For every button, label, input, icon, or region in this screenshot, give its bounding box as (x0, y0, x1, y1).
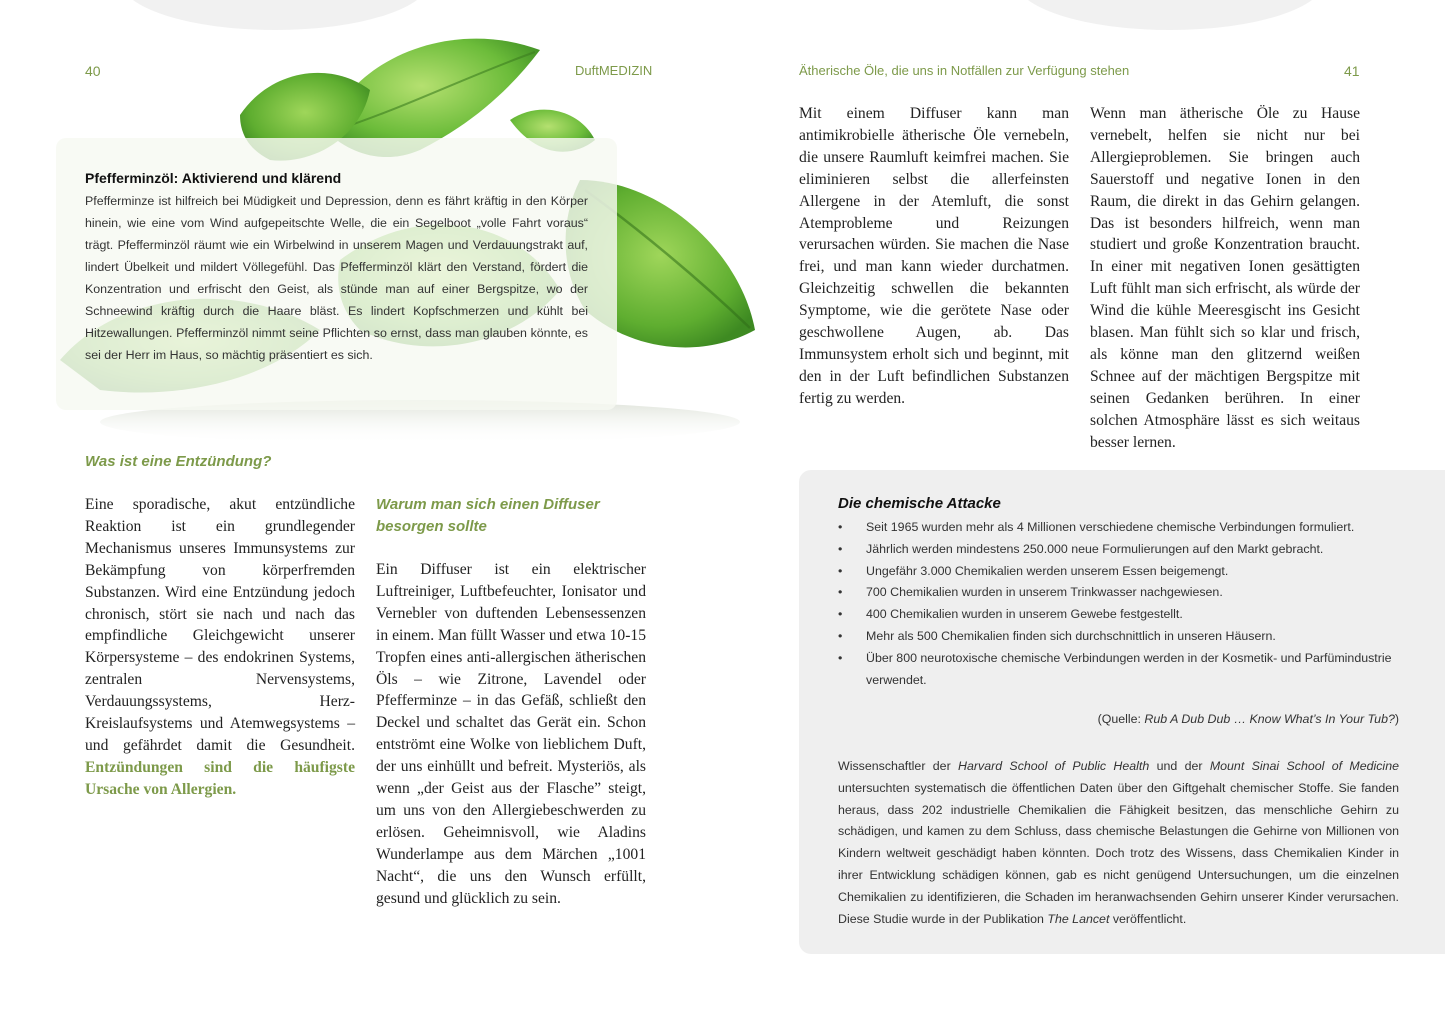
right-running-title: Ätherische Öle, die uns in Notfällen zur Verfügung stehen (799, 63, 1130, 78)
list-item: • Seit 1965 wurden mehr als 4 Millionen verschiedene chemische Verbindungen formuliert. (838, 517, 1398, 539)
bullet-icon: • (838, 541, 843, 556)
sinai-name: Mount Sinai School of Medicine (1209, 759, 1399, 773)
source-citation: (Quelle: Rub A Dub Dub … Know What’s In Your Tub?) (1097, 712, 1399, 726)
mint-box-text: Pfefferminze ist hilfreich bei Müdigkeit und Depression, denn es fährt kräftig in den Körper hinein, wie eine vom Wind aufgepeitschte Welle, die ein Segelboot „volle Fahrt voraus“ trägt. Pfefferminzöl räumt wie ein Wirbelwind in unserem Magen und Verdauungstrakt auf, lindert Übelkeit und mildert Völlegefühl. Das Pfefferminzöl klärt den Verstand, fördert die Konzentration und erfrischt den Geist, als stünde man auf einer Bergspitze, wo der Schneewind kräftig durch die Haare bläst. Es lindert Kopfschmerzen und kühlt bei Hitzewallungen. Pfefferminzöl nimmt seine Pflichten so ernst, dass man glauben könnte, es sei der Herr im Haus, so mächtig präsentiert es sich. (85, 194, 588, 362)
right-page-number: 41 (1344, 63, 1360, 79)
right-column-1-text: Mit einem Diffuser kann man antimikrobielle ätherische Öle vernebeln, die unsere Raumluft keimfrei machen. Sie eliminieren selbst die allerfeinsten Allergene in der Atemluft, die sonst Atemprobleme und Reizungen verursachen würden. Sie machen die Nase frei, und man kann wieder durchatmen. Gleichzeitig schwellen die bekannten Symptome, wie die gerötete Nase oder geschwollene Augen, ab. Das Immunsystem erholt sich und beginnt, mit den in der Luft befindlichen Substanzen fertig zu werden. (799, 105, 1069, 407)
left-running-title: DuftMEDIZIN (575, 63, 653, 78)
list-item: • Jährlich werden mindestens 250.000 neue Formulierungen auf den Markt gebracht. (838, 539, 1398, 561)
list-item: • 700 Chemikalien wurden in unserem Trinkwasser nachgewiesen. (838, 582, 1398, 604)
inflammation-highlight: Entzündungen sind die häufigste Ursache von Allergien. (85, 758, 355, 798)
bullet-icon: • (838, 607, 843, 622)
diffuser-heading: Warum man sich einen Diffuser besorgen sollte (376, 496, 600, 535)
list-item: • 400 Chemikalien wurden in unserem Gewebe festgestellt. (838, 604, 1398, 626)
lancet-name: The Lancet (1047, 911, 1110, 926)
top-right-decor-shape (1015, 0, 1325, 30)
source-title: Rub A Dub Dub … Know What’s In Your Tub? (1144, 712, 1395, 726)
list-item: • Ungefähr 3.000 Chemikalien werden unserem Essen beigemengt. (838, 561, 1398, 583)
inflammation-body: Eine sporadische, akut entzündliche Reaktion ist ein grundlegender Mechanismus unseres Immunsystems zur Bekämpfung von körperfremden Substanzen. Wird eine Entzündung jedoch chronisch, stört sie nach und nach das empfindliche Gleichgewicht unserer Körpersysteme – des endokrinen Systems, zentralen Nervensystems, Verdauungssystems, Herz-Kreislaufsystems und Atemwegsystems – und gefährdet damit die Gesundheit. (85, 496, 355, 754)
bullet-icon: • (838, 563, 843, 578)
right-column-2-text: Wenn man ätherische Öle zu Hause vernebelt, helfen sie nicht nur bei Allergieproblemen. Sie bringen auch Sauerstoff und negative Ionen in den Raum, die direkt in das Gehirn gelangen. Das ist besonders hilfreich, wenn man studiert und große Konzentration braucht. In einer mit negativen Ionen gesättigten Luft fühlt man sich erfrischt, als würde der Wind die kühle Meeresgischt ins Gesicht blasen. Man fühlt sich so klar und frisch, als könne man den glitzernd weißen Schnee auf der mächtigen Bergspitze mit seinen Gedanken berühren. In einer solchen Atmosphäre lässt es sich weitaus besser lernen. (1090, 105, 1360, 451)
bullet-icon: • (838, 520, 843, 534)
bullet-icon: • (838, 585, 843, 600)
bullet-icon: • (838, 628, 843, 643)
study-paragraph: Wissenschaftler der Harvard School of Public Health und der Mount Sinai School of Medicine untersuchten systematisch die öffentlichen Daten über den Giftgehalt chemischer Stoffe. Sie fanden heraus, dass 202 industrielle Chemikalien die Fähigkeit besitzen, das menschliche Gehirn zu schädigen, und kamen zu dem Schluss, dass chemische Belastungen die Gehirne von Millionen von Kindern weltweit geschädigt haben könnten. Doch trotz des Wissens, dass Chemikalien Kinder in ihrer Entwicklung schädigen können, gab es nicht genügend Untersuchungen, um die einzelnen Chemikalien zu identifizieren, die Schaden im heranwachsenden Gehirn unserer Kinder verursachen. Diese Studie wurde in der Publikation The Lancet veröffentlicht. (838, 759, 1399, 926)
top-left-decor-shape (120, 0, 430, 30)
inflammation-text (85, 494, 355, 801)
inflammation-section (85, 451, 355, 473)
mint-box-title: Pfefferminzöl: Aktivierend und klärend (85, 170, 342, 186)
diffuser-section (376, 494, 646, 538)
diffuser-text: Ein Diffuser ist ein elektrischer Luftreiniger, Luftbefeuchter, Ionisator und Vernebler von duftenden Lebensessenzen in einem. Man füllt Wasser und etwa 10-15 Tropfen eines anti-allergischen ätherischen Öls – wie Zitrone, Lavendel oder Pfefferminze – in das Gefäß, schließt den Deckel und schaltet das Gerät ein. Schon entströmt eine Wolke von lieblichem Duft, der uns einhüllt und befreit. Mysteriös, als wenn „der Geist aus der Flasche” steigt, um uns von den Allergiebeschwerden zu erlösen. Geheimnisvoll, wie Aladins Wunderlampe aus dem Märchen „1001 Nacht“, die uns den Wunsch erfüllt, gesund und glücklich zu sein. (376, 561, 646, 907)
chemical-attack-title: Die chemische Attacke (838, 495, 1001, 512)
chemical-facts-list (838, 517, 1398, 691)
inflammation-heading: Was ist eine Entzündung? (85, 453, 272, 470)
list-item: • Über 800 neurotoxische chemische Verbindungen werden in der Kosmetik- und Parfümindustrie verwendet. (838, 648, 1398, 692)
harvard-name: Harvard School of Public Health (958, 759, 1150, 773)
bullet-icon: • (838, 650, 843, 665)
list-item: • Mehr als 500 Chemikalien finden sich durchschnittlich in unseren Häusern. (838, 626, 1398, 648)
left-page-number: 40 (85, 63, 101, 79)
